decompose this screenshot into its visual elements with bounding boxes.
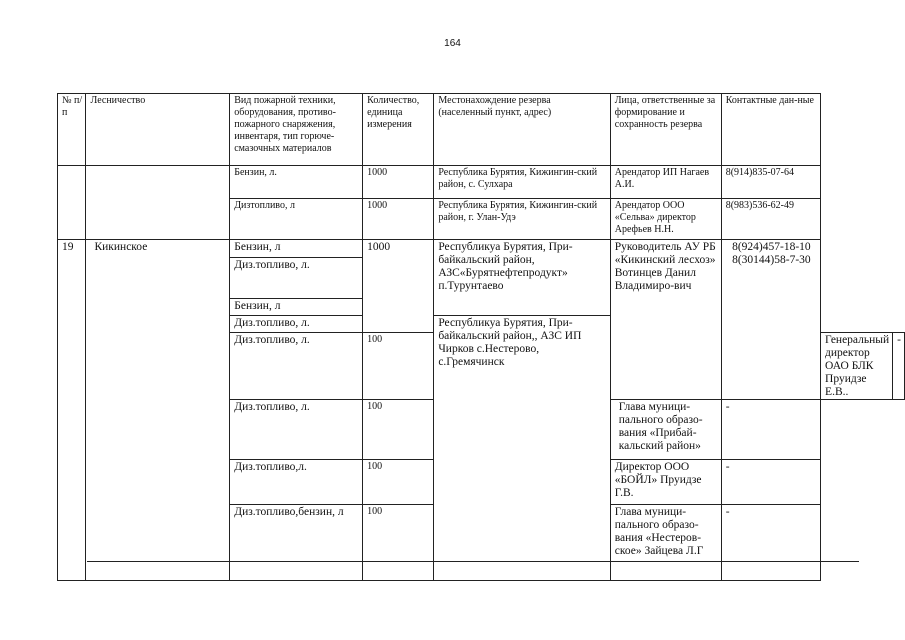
equipment-cell: Бензин, л. — [230, 166, 363, 199]
quantity-cell: 1000 — [363, 199, 434, 240]
forestry-cell — [86, 166, 230, 199]
equipment-cell: Диз.топливо, л. — [230, 333, 363, 400]
row-number: 19 — [58, 240, 86, 581]
responsible-cell: Арендатор ООО «Сельва» директор Арефьев Н.Н. — [610, 199, 721, 240]
contacts-cell — [721, 240, 820, 400]
responsible-cell: Руководитель АУ РБ «Кикинский лесхоз» Вотинцев Данил Владимиро-вич — [610, 240, 721, 400]
location-cell: Республика Бурятия, Кижингин-ский район, г. Улан-Удэ — [434, 199, 610, 240]
responsible-cell: Директор ООО «БОЙЛ» Пруидзе Г.В. — [610, 460, 721, 505]
equipment-cell: Диз.топливо, л. — [230, 316, 363, 333]
header-forestry: Лесничество — [86, 94, 230, 166]
contacts-cell: 8(914)835-07-64 — [721, 166, 820, 199]
header-equipment: Вид пожарной техники, оборудования, противо-пожарного снаряжения, инвентаря, тип горюче-смазочных материалов — [230, 94, 363, 166]
num-cell — [58, 166, 86, 199]
equipment-cell: Диз.топливо,л. — [230, 460, 363, 505]
equipment-cell: Диз.топливо, л. — [230, 400, 363, 460]
fuel-reserve-table — [57, 93, 905, 581]
header-quantity: Количество, единица измерения — [363, 94, 434, 166]
quantity-cell: 100 — [363, 505, 434, 581]
num-cell — [58, 199, 86, 240]
responsible-cell: Арендатор ИП Нагаев А.И. — [610, 166, 721, 199]
quantity-cell: 1000 — [363, 166, 434, 199]
page-bottom-rule — [87, 561, 859, 562]
location-cell: Республикуа Бурятия, При-байкальский район,, АЗС ИП Чирков с.Нестерово, с.Гремячинск — [434, 316, 610, 581]
table-row — [58, 199, 905, 240]
phone-number: 8(924)457-18-10 — [732, 241, 811, 253]
equipment-cell: Диз.топливо, л. — [230, 258, 363, 299]
quantity-cell: 100 — [363, 460, 434, 505]
contacts-cell: - — [721, 400, 820, 460]
quantity-cell: 100 — [363, 333, 434, 400]
forestry-name: Кикинское — [86, 240, 230, 581]
location-cell: Республика Бурятия, Кижингин-ский район, с. Сулхара — [434, 166, 610, 199]
forestry-cell — [86, 199, 230, 240]
equipment-cell: Бензин, л — [230, 240, 363, 258]
responsible-cell: Генеральный директор ОАО БЛК Пруидзе Е.В.. — [821, 333, 893, 400]
header-location: Местонахождение резерва (населенный пункт, адрес) — [434, 94, 610, 166]
contacts-cell: - — [893, 333, 905, 400]
contacts-cell: 8(983)536-62-49 — [721, 199, 820, 240]
header-num: № п/п — [58, 94, 86, 166]
phone-number: 8(30144)58-7-30 — [732, 254, 811, 266]
equipment-cell: Диз.топливо,бензин, л — [230, 505, 363, 581]
responsible-cell: Глава муници-пального образо-вания «Прибай-кальский район» — [610, 400, 721, 460]
equipment-cell: Дизтопливо, л — [230, 199, 363, 240]
quantity-cell: 100 — [363, 400, 434, 460]
equipment-cell: Бензин, л — [230, 299, 363, 316]
location-cell: Республикуа Бурятия, При-байкальский район, АЗС«Бурятнефтепродукт» п.Турунтаево — [434, 240, 610, 316]
table-row — [58, 166, 905, 199]
page-number: 164 — [444, 38, 461, 49]
contacts-cell: - — [721, 460, 820, 505]
header-row — [58, 94, 905, 166]
quantity-cell: 1000 — [363, 240, 434, 333]
contacts-cell: - — [721, 505, 820, 581]
table-row — [58, 240, 905, 258]
responsible-cell: Глава муници-пального образо-вания «Нестеров-ское» Зайцева Л.Г — [610, 505, 721, 581]
header-responsible: Лица, ответственные за формирование и сохранность резерва — [610, 94, 721, 166]
header-contacts: Контактные дан-ные — [721, 94, 820, 166]
